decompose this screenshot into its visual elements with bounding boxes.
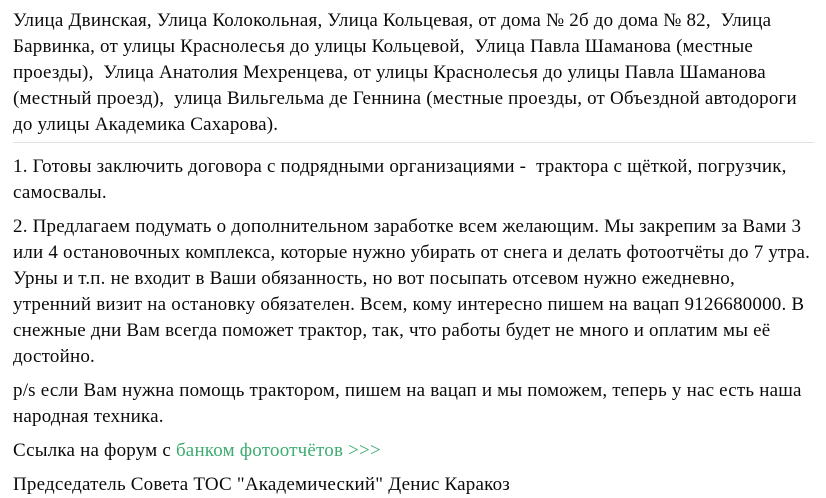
list-item-earnings: 2. Предлагаем подумать о дополнительном заработке всем желающим. Мы закрепим за Вами 3 или 4 остановочных комплекса, которые нужно убирать от снега и делать фотоотчёты до 7 утра. Урны и т.п. не входит в Ваши обязанность, но вот посыпать отсевом нужно ежедневно, утренний визит на остановку обязателен. Всем, кому интересно пишем на вацап 9126680000. В снежные дни Вам всегда поможет трактор, так, что работы будет не много и оплатим мы её достойно. [13, 216, 816, 367]
streets-list-paragraph: Улица Двинская, Улица Колокольная, Улица Кольцевая, от дома № 2б до дома № 82, Улица Барвинка, от улицы Краснолесья до улицы Кольцевой, Улица Павла Шаманова (местные проезды), Улица Анатолия Мехренцева, от улицы Краснолесья до улицы Павла Шаманова (местный проезд), улица Вильгельма де Геннина (местные проезды, от Объездной автодороги до улицы Академика Сахарова). [13, 10, 802, 135]
forum-link-prefix: Ссылка на форум с [13, 440, 176, 461]
signature-line: Председатель Совета ТОС "Академический" Денис Каракоз [13, 474, 510, 495]
list-item-contracts: 1. Готовы заключить договора с подрядными организациями - трактора с щёткой, погрузчик, самосвалы. [13, 156, 792, 203]
section-divider [13, 142, 814, 143]
photo-report-bank-link[interactable]: банком фотоотчётов >>> [175, 440, 381, 461]
postscript-paragraph: p/s если Вам нужна помощь трактором, пишем на вацап и мы поможем, теперь у нас есть наша народная техника. [13, 380, 807, 427]
forum-link-line [13, 438, 814, 464]
